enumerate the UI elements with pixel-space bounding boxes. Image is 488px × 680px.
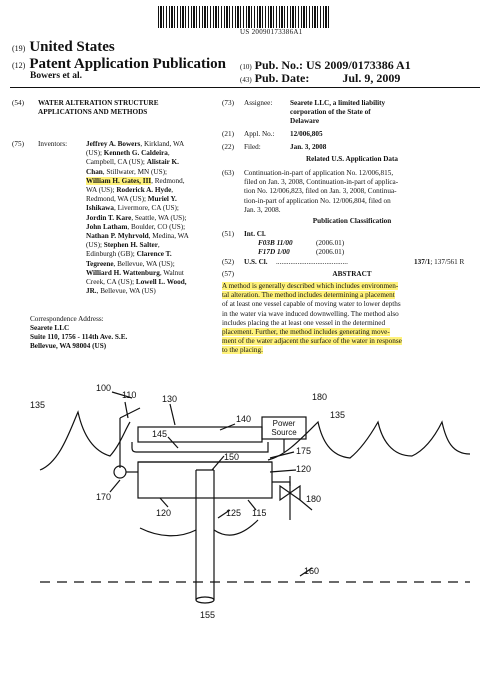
assignee-line: corporation of the State of [290,108,371,117]
corr-label: Correspondence Address: [30,315,104,323]
leader-120a [270,470,296,472]
abstract-line: in the water via wave induced downwelling. The method also [222,309,399,318]
code-73: (73) [222,99,234,107]
inventor-line: (US); Stephen H. Salter, [86,241,160,250]
patent-figure [0,370,488,670]
related-line: Jan. 3, 2008. [244,205,281,214]
related-line: tion No. 12/006,823, filed on Jan. 3, 2008, Continua- [244,187,397,196]
corr-name: Searete LLC [30,324,70,332]
pub-type: Patent Application Publication [29,56,227,72]
inventor-line: (US); Kenneth G. Caldeira, [86,149,170,158]
uscl-rest: ; 137/561 R [430,258,465,266]
abstract-line: tal alteration. The method includes determining a placement [222,291,395,300]
abstract-heading: ABSTRACT [332,270,372,278]
power-source-line-2: Source [271,428,297,437]
pub-date-label: Pub. Date: [254,71,310,85]
inventor-line: Campbell, CA (US); Alistair K. [86,158,179,167]
barcode-number: US 20090173386A1 [240,28,303,36]
abstract-line: ment of the water adjacent the surface of the water in response [222,337,402,346]
label-150: 150 [224,452,240,462]
label-125: 125 [226,508,242,518]
code-10: (10) [240,63,252,71]
code-43: (43) [240,76,252,84]
abstract-line: of at least one vessel capable of moving water to lower depths [222,300,401,309]
country-line [12,39,115,56]
inventor-line: William H. Gates, III, Redmond, [86,176,185,185]
related-line: tion-in-part of application No. 12/006,804, filed on [244,196,391,205]
code-51: (51) [222,230,234,238]
leader-170 [110,480,120,492]
country: United States [29,39,115,55]
title-line-1: WATER ALTERATION STRUCTURE [38,99,159,107]
appl-label: Appl. No.: [244,130,275,138]
valve-pipe [272,482,290,520]
inventor-line: JR., Bellevue, WA (US) [86,287,156,296]
inventor-line: Ishikawa, Livermore, CA (US); [86,204,179,213]
label-100: 100 [96,383,112,393]
filed-date: Jan. 3, 2008 [290,143,327,151]
label-180-top: 180 [312,392,328,402]
related-line: Continuation-in-part of application No. 12/006,815, [244,169,394,177]
inventors-block [86,140,220,296]
motion-line [140,528,196,536]
related-heading: Related U.S. Application Data [305,155,399,163]
inventor-line: Chan, Stillwater, MN (US); [86,167,167,176]
label-135-right: 135 [330,410,346,420]
inventor-line: Jeffrey A. Bowers, Kirkland, WA [86,140,185,148]
label-155: 155 [200,610,216,620]
vessel-hull [132,442,268,452]
class-2: F17D 1/00 [258,248,290,256]
power-source-line-1: Power [272,419,296,428]
code-75: (75) [12,140,24,148]
title-line-2: APPLICATIONS AND METHODS [38,108,148,116]
inventor-line: WA (US); Roderick A. Hyde, [86,186,174,195]
label-115: 115 [252,508,267,518]
inventor-line: Creek, CA (US); Lowell L. Wood, [86,278,187,287]
uscl-label: U.S. Cl. [244,258,268,266]
leader-150 [212,456,224,470]
pipe-outlet [196,597,214,603]
downwell-pipe [196,498,214,600]
code-63: (63) [222,169,234,177]
label-130: 130 [162,394,178,404]
inventors-label: Inventors: [38,140,68,148]
inventor-line: Williard H. Wattenburg, Walnut [86,268,184,277]
corr-addr-2: Bellevue, WA 98004 (US) [30,342,107,350]
leader-130 [170,404,175,425]
label-120-left: 120 [156,508,172,518]
leader-120b [160,498,168,507]
leader-175 [270,452,294,458]
vessel-body [138,462,272,498]
uscl-value: 137/1 [414,258,431,266]
label-160: 160 [304,566,320,576]
inventor-line: Tegreene, Bellevue, WA (US); [86,259,175,268]
uscl-dots: ........................................ [276,258,348,266]
class-2-date: (2006.01) [316,248,345,256]
label-175: 175 [296,446,312,456]
inventor-line: Redmond, WA (US); Muriel Y. [86,195,177,204]
label-170: 170 [96,492,112,502]
label-135-left: 135 [30,400,46,410]
motion-line-2 [214,520,258,535]
assignee-label: Assignee: [244,99,273,107]
assignee-line: Searete LLC, a limited liability [290,99,386,107]
pubclass-heading: Publication Classification [312,217,392,225]
pub-no: US 2009/0173386 A1 [306,58,411,72]
related-block [244,169,480,215]
abstract-line: A method is generally described which includes environmen- [222,282,399,290]
related-line: filed on Jan. 3, 2008, Continuation-in-part of applica- [244,178,399,187]
code-54: (54) [12,99,24,107]
pub-date-line [240,71,400,86]
label-145: 145 [152,429,168,439]
inventor-line: Jordin T. Kare, Seattle, WA (US); [86,213,187,222]
intcl-label: Int. Cl. [244,230,266,238]
uscl-value-line [414,258,464,267]
label-180-bottom: 180 [306,494,322,504]
class-1: F03B 11/00 [258,239,293,247]
code-57: (57) [222,270,234,278]
assignee-block [290,99,460,127]
code-21: (21) [222,130,234,138]
inventor-line: Nathan P. Myhrvold, Medina, WA [86,232,189,241]
pipe-top [196,470,214,498]
lift-arm [120,408,140,418]
label-110: 110 [122,390,137,400]
barcode [158,6,330,28]
abstract-line: placement. Further, the method includes generating move- [222,328,390,337]
abstract-line: includes placing the at least one vessel in the determined [222,318,386,327]
header-rule [10,87,480,88]
pub-no-label: Pub. No.: [254,58,304,72]
label-120-right: 120 [296,464,312,474]
abstract-line: to the placing. [222,346,263,355]
label-140: 140 [236,414,252,424]
authors: Bowers et al. [30,71,82,81]
code-12: (12) [12,61,26,70]
assignee-line: Delaware [290,117,320,126]
wave-surface-left [40,412,130,470]
appl-no: 12/006,805 [290,130,323,138]
abstract-block [222,282,484,356]
inventor-line: Edinburgh (GB); Clarence T. [86,250,172,259]
inventor-line: John Latham, Boulder, CO (US); [86,222,186,231]
code-52: (52) [222,258,234,266]
code-19: (19) [12,44,26,53]
filed-label: Filed: [244,143,261,151]
code-22: (22) [222,143,234,151]
corr-addr-1: Suite 110, 1756 - 114th Ave. S.E. [30,333,128,341]
class-1-date: (2006.01) [316,239,345,247]
pub-date: Jul. 9, 2009 [342,71,401,85]
